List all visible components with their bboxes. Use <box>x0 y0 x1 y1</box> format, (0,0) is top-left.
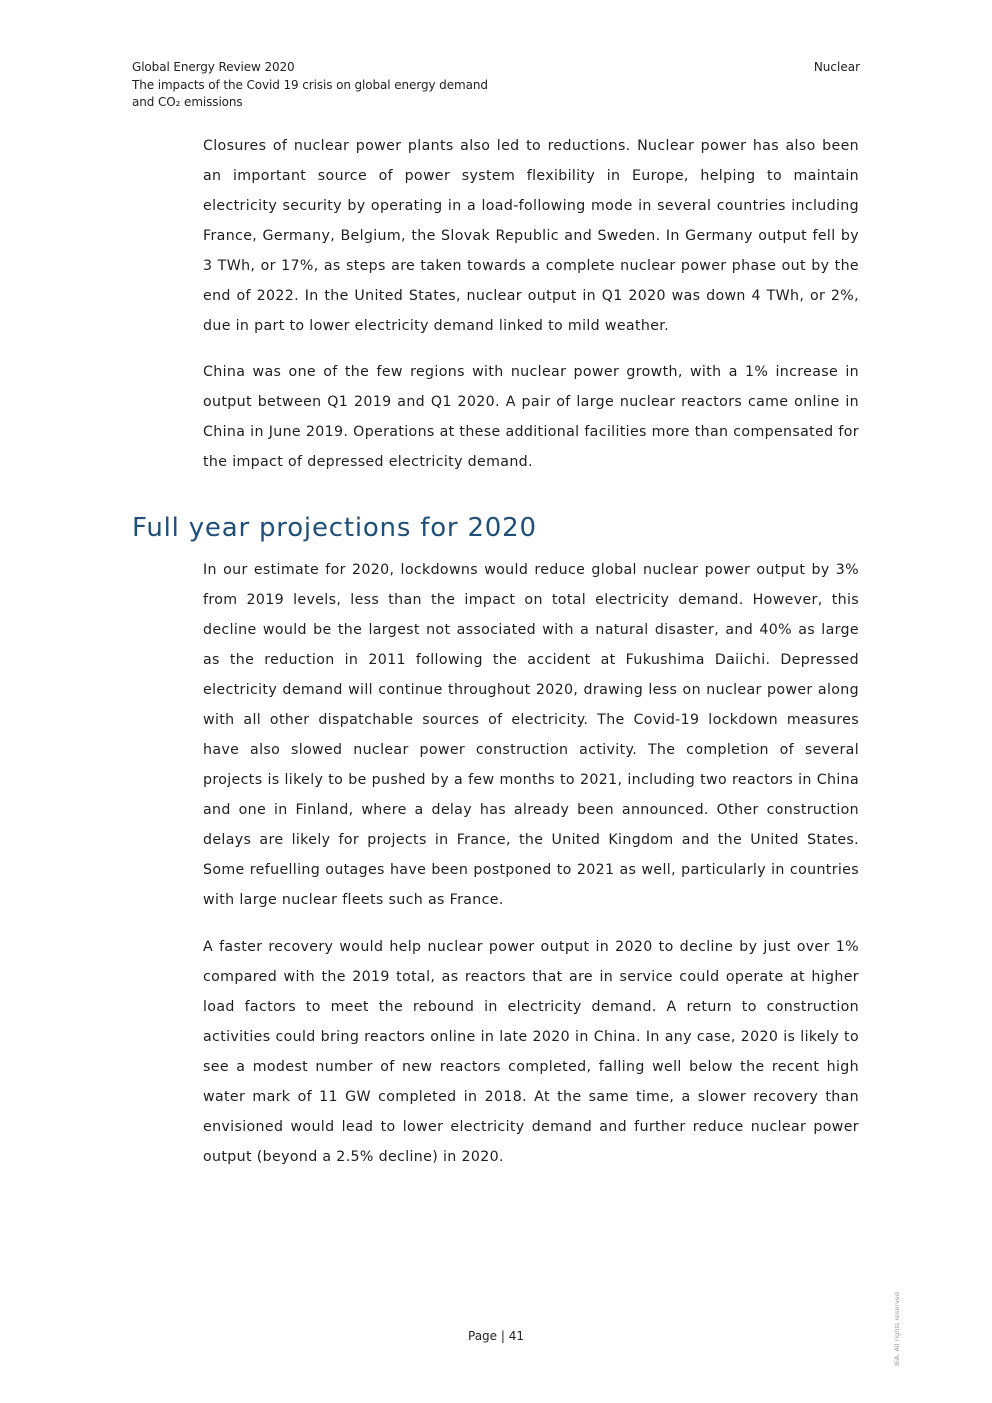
body-block-3 <box>203 555 859 915</box>
paragraph-estimate: In our estimate for 2020, lockdowns would reduce global nuclear power output by 3% from 2019 levels, less than the impact on total electricity demand. However, this decline would be the largest not associated with a natural disaster, and 40% as large as the reduction in 2011 following the accident at Fukushima Daiichi. Depressed electricity demand will continue throughout 2020, drawing less on nuclear power along with all other dispatchable sources of electricity. The Covid-19 lockdown measures have also slowed nuclear power construction activity. The completion of several projects is likely to be pushed by a few months to 2021, including two reactors in China and one in Finland, where a delay has already been announced. Other construction delays are likely for projects in France, the United Kingdom and the United States. Some refuelling outages have been postponed to 2021 as well, particularly in countries with large nuclear fleets such as France. <box>203 562 859 908</box>
body-block-1 <box>203 131 859 341</box>
section-name: Nuclear <box>813 60 860 74</box>
report-title: Global Energy Review 2020 <box>132 60 295 74</box>
body-block-2 <box>203 357 859 477</box>
rights-notice: IEA. All rights reserved. <box>893 1290 901 1366</box>
page-number: Page | 41 <box>468 1329 524 1343</box>
body-block-4 <box>203 932 859 1172</box>
paragraph-recovery: A faster recovery would help nuclear power output in 2020 to decline by just over 1% compared with the 2019 total, as reactors that are in service could operate at higher load factors to meet the rebound in electricity demand. A return to construction activities could bring reactors online in late 2020 in China. In any case, 2020 is likely to see a modest number of new reactors completed, falling well below the recent high water mark of 11 GW completed in 2018. At the same time, a slower recovery than envisioned would lead to lower electricity demand and further reduce nuclear power output (beyond a 2.5% decline) in 2020. <box>203 939 859 1165</box>
paragraph-closures: Closures of nuclear power plants also led to reductions. Nuclear power has also been an important source of power system flexibility in Europe, helping to maintain electricity security by operating in a load-following mode in several countries including France, Germany, Belgium, the Slovak Republic and Sweden. In Germany output fell by 3 TWh, or 17%, as steps are taken towards a complete nuclear power phase out by the end of 2022. In the United States, nuclear output in Q1 2020 was down 4 TWh, or 2%, due in part to lower electricity demand linked to mild weather. <box>203 138 859 334</box>
report-subtitle-line-1: The impacts of the Covid 19 crisis on global energy demand <box>132 77 488 92</box>
section-heading: Full year projections for 2020 <box>132 513 537 543</box>
paragraph-china: China was one of the few regions with nuclear power growth, with a 1% increase in output between Q1 2019 and Q1 2020. A pair of large nuclear reactors came online in China in June 2019. Operations at these additional facilities more than compensated for the impact of depressed electricity demand. <box>203 364 859 470</box>
report-subtitle-line-2: and CO₂ emissions <box>132 95 243 109</box>
rights-watermark <box>890 1280 904 1366</box>
running-header <box>132 59 552 112</box>
